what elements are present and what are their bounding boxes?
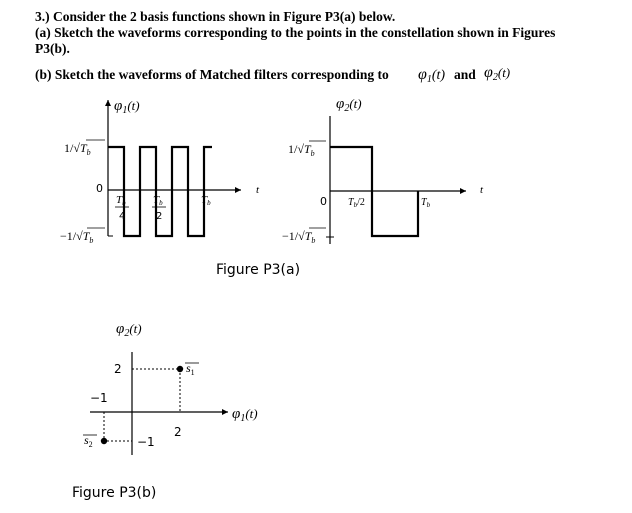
phi2-pos-level-label — [288, 141, 326, 158]
constellation-x-axis-label — [232, 406, 258, 424]
x-tick-2-label: 2 — [174, 425, 182, 439]
svg-text:Tb/2: $T_b/2$ — [348, 197, 365, 209]
y-tick-neg1-label: −1 — [137, 435, 155, 449]
svg-text:s2: $s_2$ — [84, 433, 93, 449]
s1-point — [177, 366, 183, 372]
svg-text:−1/√Tb: $-1/√T_b$ — [60, 229, 94, 245]
phi2-title — [336, 96, 362, 114]
question-line-2: (a) Sketch the waveforms corresponding to the points in the constellation shown in Figures — [35, 25, 556, 40]
s1-label — [185, 361, 199, 377]
question-phi1-symbol — [418, 66, 445, 85]
question-line-1: 3.) Consider the 2 basis functions shown in Figure P3(a) below. — [35, 9, 396, 24]
svg-text:φ1(t): $\varphi_1(t)$ — [114, 98, 140, 116]
constellation-plot — [83, 321, 258, 455]
svg-text:Tb: $T_b$ — [421, 197, 431, 209]
svg-text:2: 2 — [156, 211, 163, 222]
phi1-t-axis-label: t — [256, 184, 260, 196]
s2-label — [83, 433, 97, 449]
phi1-waveform — [108, 147, 212, 236]
phi1-neg-level-label — [60, 228, 105, 245]
svg-text:−1/√Tb: $-1/√T_b$ — [282, 229, 316, 245]
svg-text:Tb: Tb — [116, 194, 126, 207]
svg-text:s1: $s_1$ — [186, 361, 195, 377]
s2-guide-lines — [104, 412, 132, 441]
phi1-title — [114, 98, 140, 116]
svg-text:Tb: Tb — [201, 194, 211, 207]
svg-text:1/√Tb: $1/√T_b$ — [64, 141, 91, 157]
phi1-tick-label-tb-over-2 — [152, 194, 166, 222]
phi2-t-axis-label: t — [480, 184, 484, 196]
y-tick-2-label: 2 — [114, 362, 122, 376]
svg-text:φ2(t): $\varphi_2(t)$ — [116, 321, 142, 339]
svg-text:φ1(t): φ1(t) — [418, 66, 446, 85]
phi1-pos-level-label — [64, 140, 105, 157]
phi2-neg-level-label — [282, 228, 326, 245]
x-tick-neg1-label: −1 — [90, 391, 108, 405]
constellation-y-axis-label — [116, 321, 142, 339]
question-and-word: and — [454, 67, 476, 82]
svg-text:φ2(t): φ2(t) — [484, 64, 511, 83]
phi1-zero-label: 0 — [96, 182, 103, 195]
svg-text:1/√Tb: $1/√T_b$ — [288, 142, 315, 158]
s1-guide-lines — [132, 369, 180, 412]
phi1-tick-label-tb-over-4 — [115, 194, 129, 222]
phi2-zero-label: 0 — [320, 195, 327, 208]
figure-p3a-caption: Figure P3(a) — [216, 262, 301, 278]
phi2-tick-label-tb-over-2 — [348, 197, 365, 209]
question-phi2-symbol — [484, 64, 510, 83]
question-line-4: (b) Sketch the waveforms of Matched filters corresponding to — [35, 67, 389, 82]
s2-point — [101, 438, 107, 444]
figure-p3b-caption: Figure P3(b) — [72, 485, 157, 501]
phi2-plot — [282, 96, 484, 245]
phi2-tick-label-tb — [421, 197, 431, 209]
svg-text:φ2(t): $\varphi_2(t)$ — [336, 96, 362, 114]
svg-text:4: 4 — [119, 211, 126, 222]
phi1-plot — [60, 98, 260, 245]
svg-text:Tb: Tb — [153, 194, 163, 207]
question-line-3: P3(b). — [35, 41, 70, 56]
phi1-tick-label-tb — [201, 194, 211, 207]
svg-text:φ1(t): $\varphi_1(t)$ — [232, 406, 258, 424]
